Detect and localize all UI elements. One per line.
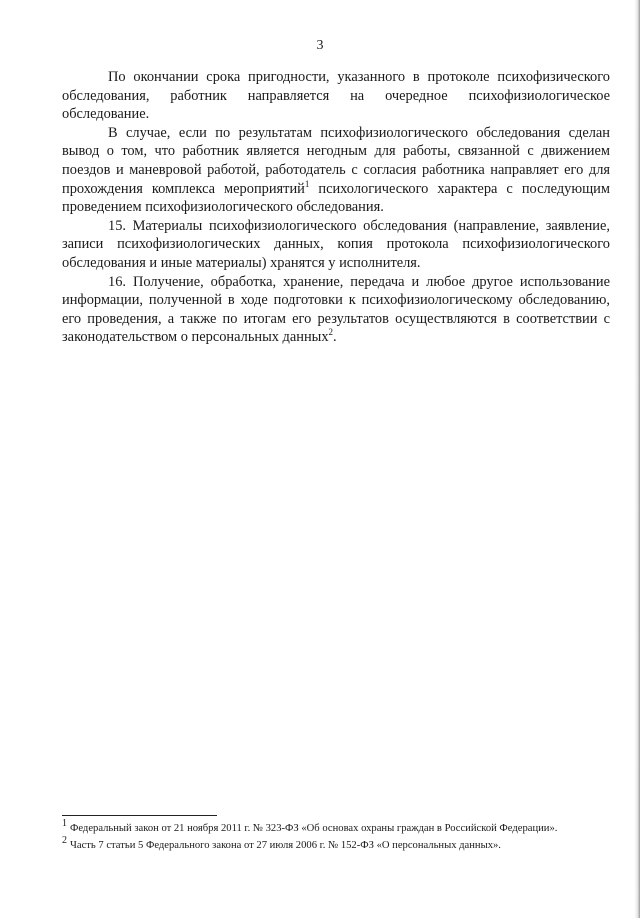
paragraph-text: В случае, если по результатам психофизиологического обследования сделан вывод о том, что работник является негодным для работы, связанной с движением поездов и маневровой работой, работодатель с согласия работника направляет его для прохождения комплекса мероприятий (62, 124, 610, 197)
footnote-marker: 2 (62, 835, 67, 847)
paragraph-next-examination: По окончании срока пригодности, указанного в протоколе психофизического обследования, работник направляется на очередное психофизиологическое обследование. (62, 69, 610, 123)
footnote-text: Часть 7 статьи 5 Федерального закона от 27 июля 2006 г. № 152-ФЗ «О персональных данных». (70, 840, 501, 851)
paragraph-15-materials: 15. Материалы психофизиологического обследования (направление, заявление, записи психофизиологических данных, копия протокола психофизиологического обследования и иные материалы) хранятся у исполнителя. (62, 217, 610, 271)
body-text (62, 68, 610, 347)
footnote-divider (62, 815, 217, 816)
footnote-ref-1: 1 (304, 178, 310, 189)
footnote-2 (62, 837, 622, 854)
page-edge-shadow (634, 0, 640, 918)
paragraph-text: . (333, 329, 337, 346)
footnote-1 (62, 820, 622, 837)
paragraph-16-personal-data (62, 273, 610, 347)
page-number: 3 (316, 38, 324, 53)
paragraph-text: 16. Получение, обработка, хранение, передача и любое другое использование информации, полученной в ходе подготовки к психофизиологическому обследованию, его проведения, а также по итогам его результатов осуществляются в соответствии с законодательством о персональных данных (62, 273, 610, 346)
paragraph-unfit-worker (62, 124, 610, 217)
footnote-marker: 1 (62, 818, 67, 830)
footnotes (62, 820, 622, 854)
paragraph-text: психологического характера с последующим проведением психофизиологического обследования. (62, 180, 610, 216)
footnote-ref-2: 2 (328, 327, 334, 338)
footnote-text: Федеральный закон от 21 ноября 2011 г. № 323-ФЗ «Об основах охраны граждан в Российской Федерации». (70, 823, 558, 834)
